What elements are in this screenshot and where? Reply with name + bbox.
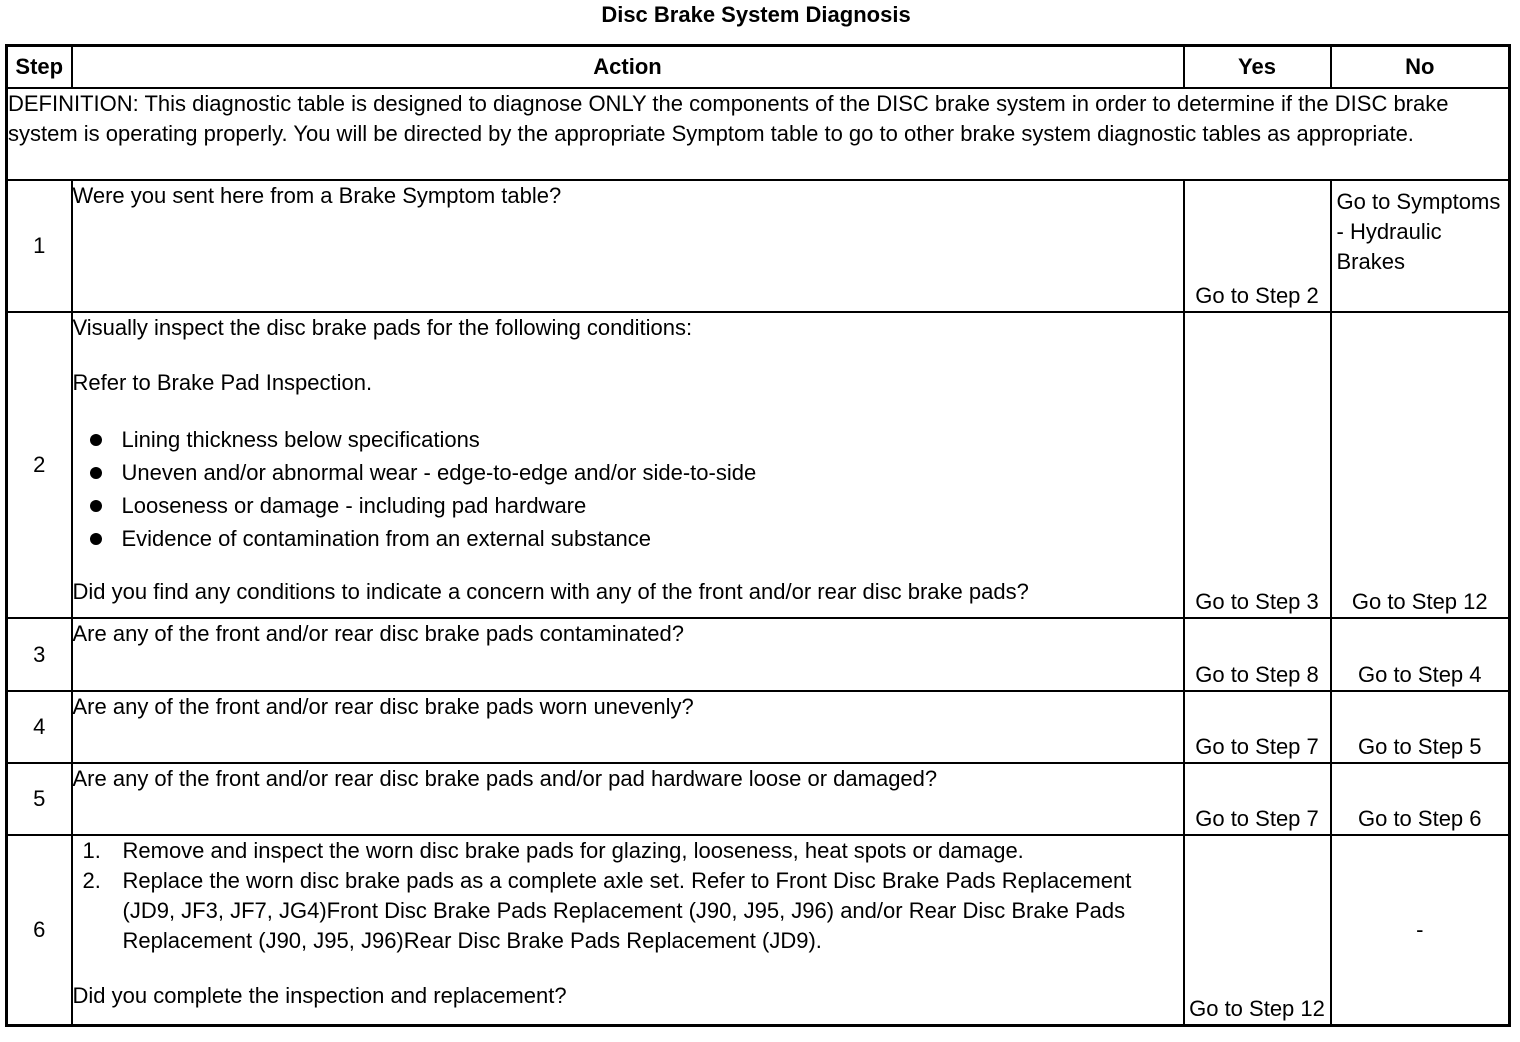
list-item <box>73 456 1183 489</box>
procedure-list <box>73 836 1183 956</box>
yes-cell: Go to Step 8 <box>1184 618 1331 691</box>
no-cell: Go to Step 4 <box>1331 618 1510 691</box>
no-cell: Go to Step 5 <box>1331 691 1510 763</box>
bullet-icon <box>90 533 102 545</box>
action-cell <box>72 312 1184 618</box>
header-row <box>7 46 1510 89</box>
table-row <box>7 763 1510 835</box>
list-item-text: Uneven and/or abnormal wear - edge-to-edge and/or side-to-side <box>121 460 757 485</box>
action-question: Did you find any conditions to indicate a concern with any of the front and/or rear disc brake pads? <box>72 579 1029 604</box>
step-number: 1 <box>7 180 72 312</box>
no-cell: Go to Symptoms - Hydraulic Brakes <box>1331 180 1510 312</box>
list-item <box>73 866 1183 956</box>
yes-cell: Go to Step 12 <box>1184 835 1331 1025</box>
list-item-text: Looseness or damage - including pad hardware <box>121 493 587 518</box>
yes-cell: Go to Step 7 <box>1184 763 1331 835</box>
step-number: 3 <box>7 618 72 691</box>
header-action: Action <box>72 46 1184 89</box>
definition-text: DEFINITION: This diagnostic table is designed to diagnose ONLY the components of the DISC brake system in order to determine if the DISC brake system is operating properly. You will be directed by the appropriate Symptom table to go to other brake system diagnostic tables as appropriate. <box>7 88 1510 180</box>
table-row <box>7 312 1510 618</box>
diagnosis-table <box>5 44 1511 1027</box>
action-intro: Visually inspect the disc brake pads for the following conditions: <box>72 315 693 340</box>
action-cell <box>72 835 1184 1025</box>
list-item-text: Evidence of contamination from an external substance <box>121 526 652 551</box>
yes-cell: Go to Step 7 <box>1184 691 1331 763</box>
table-row <box>7 180 1510 312</box>
bullet-icon <box>90 434 102 446</box>
action-cell: Are any of the front and/or rear disc brake pads contaminated? <box>72 618 1184 691</box>
header-yes: Yes <box>1184 46 1331 89</box>
step-number: 5 <box>7 763 72 835</box>
header-no: No <box>1331 46 1510 89</box>
table-row <box>7 618 1510 691</box>
list-item-text: Remove and inspect the worn disc brake pads for glazing, looseness, heat spots or damage. <box>122 838 1024 863</box>
action-cell: Were you sent here from a Brake Symptom table? <box>72 180 1184 312</box>
list-number: 2. <box>82 868 101 893</box>
list-item <box>73 489 1183 522</box>
yes-cell: Go to Step 2 <box>1184 180 1331 312</box>
step-number: 6 <box>7 835 72 1025</box>
page-title: Disc Brake System Diagnosis <box>601 2 911 27</box>
no-cell: Go to Step 6 <box>1331 763 1510 835</box>
definition-row <box>7 88 1510 180</box>
header-step: Step <box>7 46 72 89</box>
step-number: 2 <box>7 312 72 618</box>
list-number: 1. <box>82 838 101 863</box>
bullet-icon <box>90 467 102 479</box>
condition-list <box>73 423 1183 555</box>
list-item-text: Lining thickness below specifications <box>121 427 480 452</box>
yes-cell: Go to Step 3 <box>1184 312 1331 618</box>
list-item-text: Replace the worn disc brake pads as a complete axle set. Refer to Front Disc Brake Pads Replacement (JD9, JF3, JF7, JG4)Front Disc Brake Pads Replacement (J90, J95, J96) and/or Rear Disc Brake Pads Replacement (J90, J95, J96)Rear Disc Brake Pads Replacement (JD9). <box>122 868 1132 953</box>
step-number: 4 <box>7 691 72 763</box>
action-cell: Are any of the front and/or rear disc brake pads worn unevenly? <box>72 691 1184 763</box>
table-row <box>7 835 1510 1025</box>
list-item <box>73 836 1183 866</box>
action-cell: Are any of the front and/or rear disc brake pads and/or pad hardware loose or damaged? <box>72 763 1184 835</box>
list-item <box>73 423 1183 456</box>
action-question: Did you complete the inspection and replacement? <box>72 983 567 1008</box>
no-cell: Go to Step 12 <box>1331 312 1510 618</box>
bullet-icon <box>90 500 102 512</box>
table-row <box>7 691 1510 763</box>
action-reference: Refer to Brake Pad Inspection. <box>72 370 373 395</box>
list-item <box>73 522 1183 555</box>
no-cell: - <box>1331 835 1510 1025</box>
